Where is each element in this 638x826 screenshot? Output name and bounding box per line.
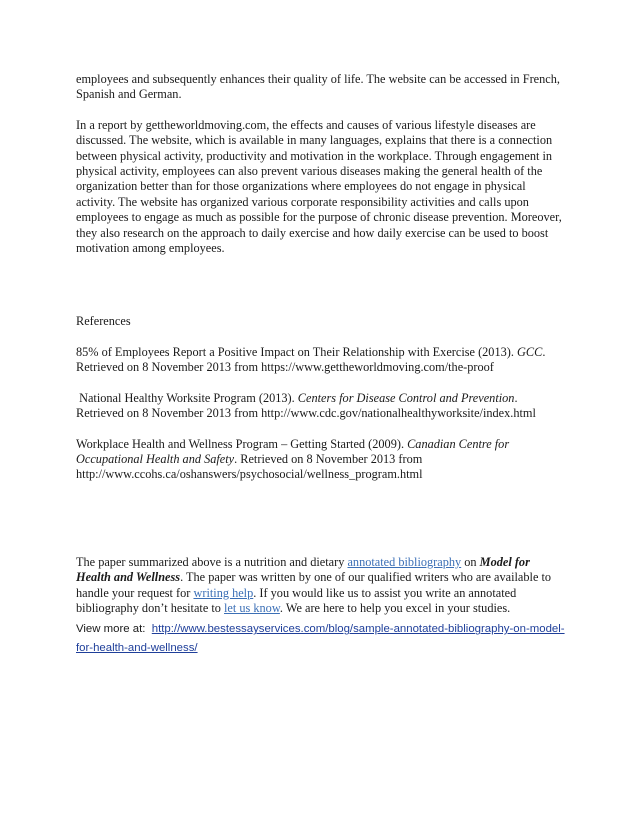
intro-paragraph-1: employees and subsequently enhances their quality of life. The website can be accessed in French, Spanish and German. <box>76 72 560 102</box>
reference-source: Centers for Disease Control and Prevention <box>297 390 515 405</box>
reference-lead: National Healthy Worksite Program (2013). <box>76 390 298 405</box>
annotated-bibliography-link[interactable]: annotated bibliography <box>347 554 462 569</box>
writing-help-link[interactable]: writing help <box>193 585 254 600</box>
reference-item-3 <box>76 437 566 483</box>
let-us-know-link[interactable]: let us know <box>224 600 280 615</box>
reference-lead: 85% of Employees Report a Positive Impact on Their Relationship with Exercise (2013). <box>76 344 518 359</box>
reference-mid: . <box>514 390 518 405</box>
summary-text: . If you would like us to assist you write an annotated bibliography don’t hesitate to <box>76 585 517 615</box>
view-more-link[interactable]: http://www.bestessayservices.com/blog/sample-annotated-bibliography-on-model-for-health-and-wellness/ <box>76 623 565 655</box>
reference-lead: Workplace Health and Wellness Program – Getting Started (2009). <box>76 436 408 451</box>
reference-item-2 <box>76 391 566 422</box>
reference-item-1 <box>76 345 566 376</box>
summary-text: on <box>461 554 480 569</box>
reference-retrieved: Retrieved on 8 November 2013 from https://www.gettheworldmoving.com/the-proof <box>76 360 494 375</box>
summary-text: . The paper was written by one of our qualified writers who are available to handle your request for <box>76 570 552 600</box>
view-more-line <box>76 620 566 658</box>
summary-paragraph <box>76 555 566 617</box>
reference-source: Canadian Centre for Occupational Health and Safety <box>76 436 510 466</box>
reference-mid: . <box>542 344 546 359</box>
summary-text: . We are here to help you excel in your studies. <box>279 600 511 615</box>
intro-paragraph-2: In a report by gettheworldmoving.com, the effects and causes of various lifestyle diseases are discussed. The website, which is available in many languages, explains that there is a connection between physical activity, productivity and motivation in the workplace. Through engagement in physical activity, employees can also prevent various diseases making the general health of the organization better than for those organizations where employees do not engage in physical activity. The website has organized various corporate responsibility activities and calls upon employees to engage as much as possible for the purpose of chronic disease prevention. Moreover, they also research on the approach to daily exercise and how daily exercise can be used to boost motivation among employees. <box>76 117 562 256</box>
reference-retrieved: Retrieved on 8 November 2013 from http://www.cdc.gov/nationalhealthyworksite/index.html <box>76 406 536 421</box>
reference-retrieved: http://www.ccohs.ca/oshanswers/psychosocial/wellness_program.html <box>76 467 423 482</box>
paper-title: Model for Health and Wellness <box>76 554 530 585</box>
summary-text: The paper summarized above is a nutrition and dietary <box>76 554 348 569</box>
view-more-label: View more at: <box>76 623 152 636</box>
references-heading: References <box>76 314 131 329</box>
reference-mid: . Retrieved on 8 November 2013 from <box>234 451 423 466</box>
document-page <box>76 72 566 658</box>
reference-source: GCC <box>517 344 543 359</box>
